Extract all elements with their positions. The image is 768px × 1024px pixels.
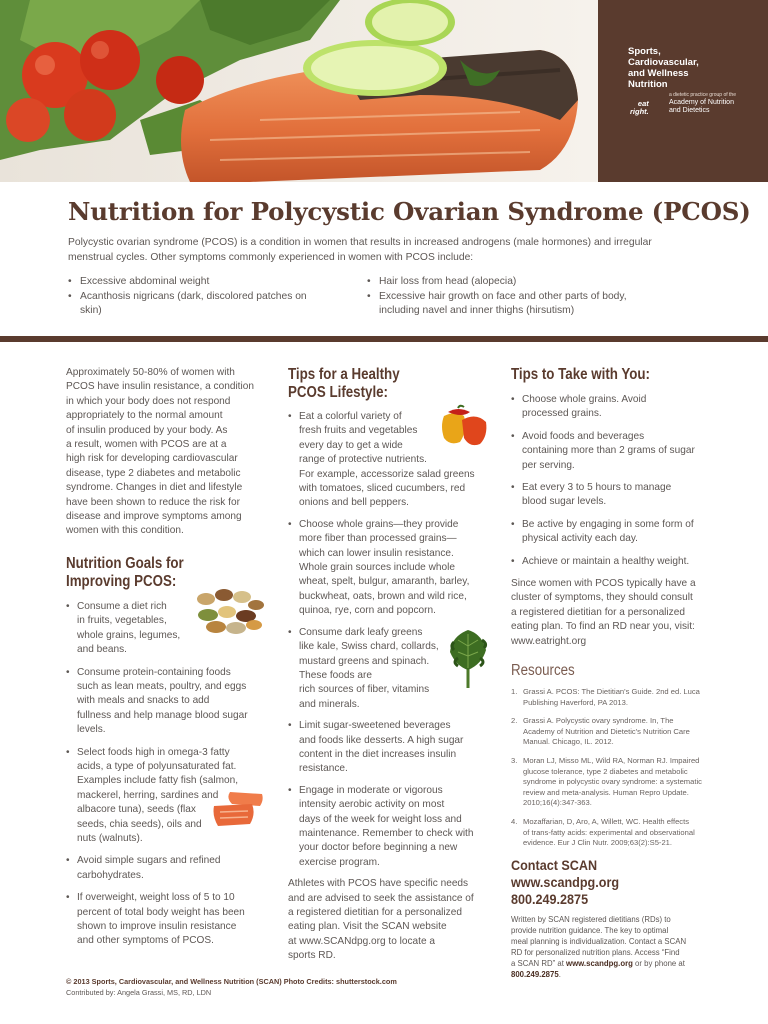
reference-item: 4. Mozaffarian, D, Aro, A, Willett, WC. Health effects of trans-fatty acids: experimental and observational evidence. Eur J Clin Nutr. 2009;63(2):S5-21.: [511, 817, 695, 848]
list-item: • Excessive hair growth on face and other parts of body, including navel and inner thighs (hirsutism): [367, 290, 667, 319]
column-insulin-resistance: [66, 366, 266, 949]
list-item: • Limit sugar-sweetened beverages and foods like desserts. A high sugar content in the diet increases insulin resistance.: [288, 719, 488, 777]
list-item: • Consume dark leafy greens like kale, Swiss chard, collards, mustard greens and spinach. These foods are rich sources of fiber, vitamins and minerals.: [288, 626, 488, 712]
reference-item: 2. Grassi A. Polycystic ovary syndrome. In, The Academy of Nutrition and Dietetic's Nutrition Care Manual. Chicago, IL. 2012.: [511, 716, 690, 747]
intro-paragraph: Polycystic ovarian syndrome (PCOS) is a condition in women that results in increased androgens (male hormones) and irregular menstrual cycles. Other symptoms commonly experienced in women with PCOS include:: [68, 237, 652, 263]
list-item: • Acanthosis nigricans (dark, discolored patches on skin): [68, 290, 318, 319]
list-item: • Consume protein-containing foods such as lean meats, poultry, and eggs with meals and snacks to add fullness and help manage blood sugar levels.: [66, 666, 266, 738]
contact-scan-block: [511, 857, 696, 908]
contributor-text: Contributed by: Angela Grassi, MS, RD, LDN: [66, 988, 212, 997]
grains-legumes-image: [194, 585, 266, 635]
list-item: • Consume a diet rich in fruits, vegetables, whole grains, legumes, and beans.: [66, 600, 266, 658]
footer: [66, 976, 486, 998]
column-tips-to-take: [511, 366, 716, 980]
lifestyle-tips-heading: Tips for a Healthy PCOS Lifestyle:: [288, 366, 400, 401]
salmon-fillets-image: [212, 790, 264, 828]
scan-website-link[interactable]: www.scandpg.org: [511, 873, 620, 890]
tips-to-take-heading: Tips to Take with You:: [511, 366, 650, 383]
insulin-paragraph: Approximately 50-80% of women with PCOS have insulin resistance, a condition in which your body does not respond appropriately to the normal amount of insulin produced by your body. As a result, women with PCOS are at a high risk for developing cardiovascular disease, type 2 diabetes and metabolic syndrome. Changes in diet and lifestyle have been shown to reduce the risk for disease and improve symptoms among women with this condition.: [66, 367, 254, 537]
brand-panel: [598, 0, 768, 182]
eat-right-logo: eat right.: [630, 99, 649, 116]
page-title: Nutrition for Polycystic Ovarian Syndrome (PCOS): [68, 197, 751, 226]
list-item: • Select foods high in omega-3 fatty acids, a type of polyunsaturated fat. Examples include fatty fish (salmon, mackerel, herring, sardines and albacore tuna), seeds (flax seeds, chia seeds), oils and nuts (walnuts).: [66, 746, 266, 847]
list-item: • Hair loss from head (alopecia): [367, 275, 667, 290]
salmon-salad-image: [0, 0, 598, 182]
scan-phone-link[interactable]: 800.249.2875: [511, 969, 559, 979]
reference-item: 1. Grassi A. PCOS: The Dietitian's Guide. 2nd ed. Luca Publishing Haverford, PA 2013.: [511, 687, 700, 707]
hero-food-photo: [0, 0, 598, 182]
eatright-link[interactable]: www.eatright.org: [511, 635, 587, 647]
contact-heading: Contact SCAN: [511, 856, 598, 873]
nutrition-goals-list: [66, 600, 266, 949]
reference-item: 3. Moran LJ, Misso ML, Wild RA, Norman RJ. Impaired glucose tolerance, type 2 diabetes and metabolic syndrome in polycystic ovary syndrome: a systematic review and meta-analysis. Human Repro Update. 2010;16(4):347-363.: [511, 756, 702, 808]
list-item: • Avoid foods and beverages containing more than 2 grams of sugar per serving.: [511, 430, 716, 473]
list-item: • Choose whole grains. Avoid processed grains.: [511, 393, 716, 422]
list-item: • Eat every 3 to 5 hours to manage blood sugar levels.: [511, 481, 716, 510]
section-divider: [0, 336, 768, 342]
list-item: • Eat a colorful variety of fresh fruits and vegetables every day to get a wide range of protective nutrients. For example, accessorize salad greens with tomatoes, sliced cucumbers, red onions and bell peppers.: [288, 410, 488, 511]
bell-peppers-image: [438, 404, 490, 448]
symptom-list-left: [68, 275, 318, 319]
kale-image: [446, 626, 490, 690]
scan-url-link[interactable]: www.scandpg.org: [566, 958, 633, 968]
list-item: • Engage in moderate or vigorous intensity aerobic activity on most days of the week for weight loss and maintenance. Remember to check with your doctor before beginning a new exercise program.: [288, 784, 488, 870]
list-item: • Excessive abdominal weight: [68, 275, 318, 290]
athletes-paragraph: Athletes with PCOS have specific needs and are advised to seek the assistance of a registered dietitian for a personalized eating plan. Visit the SCAN website at www.SCANdpg.org to locate a sports RD.: [288, 878, 474, 962]
academy-name: Academy of Nutrition and Dietetics: [669, 99, 734, 114]
dpg-subtitle: a dietetic practice group of the: [669, 92, 736, 98]
scan-org-title: Sports, Cardiovascular, and Wellness Nutrition: [628, 46, 699, 90]
consult-dietitian-paragraph: Since women with PCOS typically have a cluster of symptoms, they should consult a registered dietitian for a personalized eating plan. To find an RD near you, visit: www.eatright.org: [511, 577, 716, 649]
list-item: • Be active by engaging in some form of physical activity each day.: [511, 518, 716, 547]
symptom-list-right: [367, 275, 667, 319]
copyright-text: © 2013 Sports, Cardiovascular, and Wellness Nutrition (SCAN) Photo Credits: shutterstock.com: [66, 977, 397, 986]
resources-heading: Resources: [511, 662, 575, 680]
nutrition-goals-heading: Nutrition Goals for Improving PCOS:: [66, 554, 184, 590]
list-item: • Achieve or maintain a healthy weight.: [511, 555, 716, 569]
list-item: • Choose whole grains—they provide more fiber than processed grains— which can lower insulin resistance. Whole grain sources include whole wheat, spelt, bulgur, amaranth, barley, buckwheat, oats, brown and wild rice, quinoa, rye, corn and popcorn.: [288, 518, 488, 619]
list-item: • If overweight, weight loss of 5 to 10 percent of total body weight has been shown to improve insulin resistance and other symptoms of PCOS.: [66, 891, 266, 949]
written-by-note: Written by SCAN registered dietitians (RDs) to provide nutrition guidance. The key to optimal meal planning is individualization. Contact a SCAN RD for personalized nutrition plans. Access “Find a SCAN RD” at www.scandpg.org or by phone at 800.249.2875.: [511, 914, 687, 979]
scan-phone[interactable]: 800.249.2875: [511, 890, 589, 907]
references-list: [511, 687, 716, 849]
list-item: • Avoid simple sugars and refined carbohydrates.: [66, 854, 266, 883]
tips-to-take-list: [511, 393, 716, 569]
